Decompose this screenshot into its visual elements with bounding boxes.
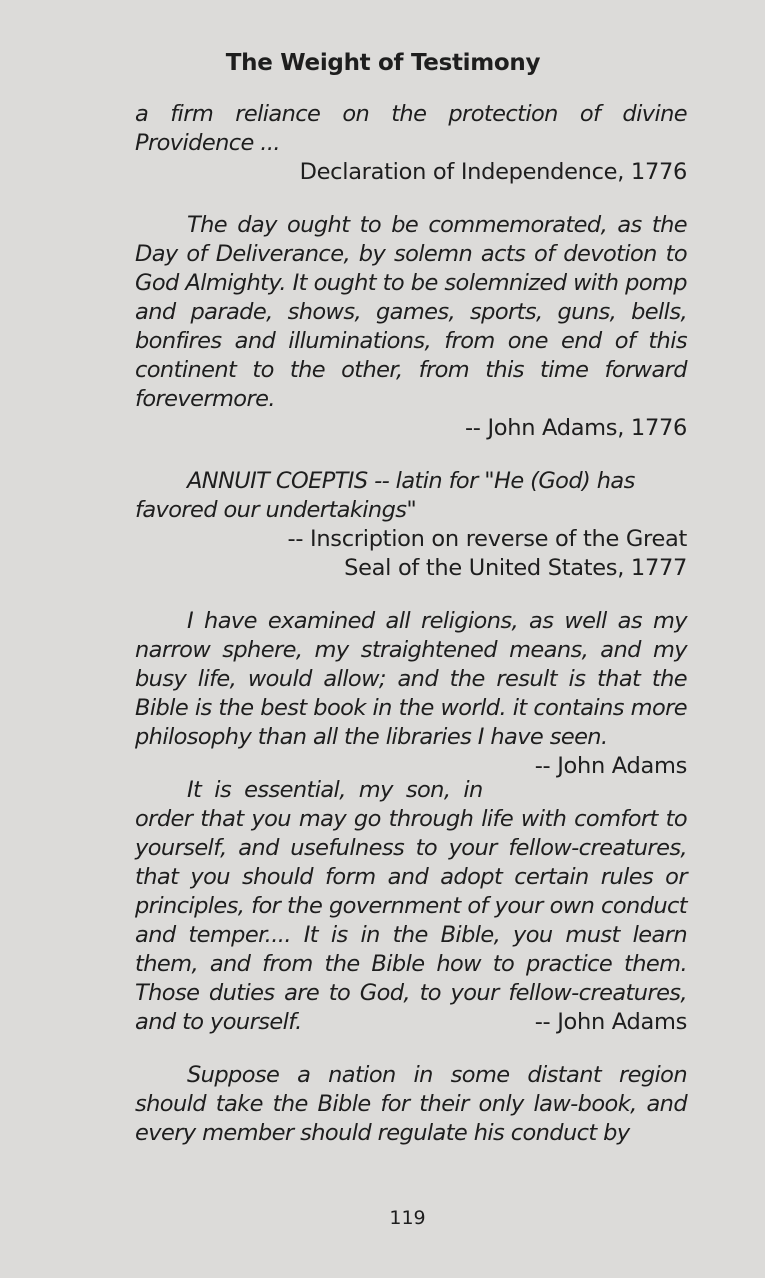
page-number: 119	[389, 1207, 426, 1229]
quote-block-5	[135, 776, 687, 1037]
quote-text: The day ought to be commemorated, as the Day of Deliverance, by solemn acts of devotion to God Almighty. It ought to be solemnized with pomp and parade, shows, games, sports, guns, bells, bonfires and illuminations, from one end of this continent to the other, from this time forward forevermore.	[135, 212, 687, 412]
quote-block-6	[135, 1061, 687, 1148]
quote-block-1	[135, 100, 687, 187]
quote-attribution: -- John Adams, 1776	[464, 415, 687, 441]
quote-attribution-line-2: Seal of the United States, 1777	[344, 555, 687, 581]
quote-block-3	[135, 467, 687, 583]
quote-with-inline-attribution	[135, 607, 687, 779]
quote-with-inline-attribution	[135, 776, 687, 1037]
quote-text: ANNUIT COEPTIS -- latin for "He (God) has favored our undertakings"	[135, 468, 635, 523]
quote-attribution-line-1: -- Inscription on reverse of the Great	[287, 526, 687, 552]
quote-text: Suppose a nation in some distant region should take the Bible for their only law-book, and every member should regulate his conduct by	[135, 1062, 687, 1146]
quote-attribution: Declaration of Independence, 1776	[299, 159, 687, 185]
quote-text: a firm reliance on the protection of divine Providence ...	[135, 101, 687, 156]
quote-block-2	[135, 211, 687, 443]
quote-block-4	[135, 607, 687, 779]
quote-attribution: -- John Adams	[534, 753, 687, 779]
quote-text: It is essential, my son, in order that you may go through life with comfort to yourself, and usefulness to your fellow-creatures, that you should form and adopt certain rules or principles, for the government of your own conduct and temper.... It is in the Bible, you must learn them, and from the Bible how to practice them. Those duties are to God, to your fellow-creatures, and to yourself.	[135, 777, 687, 1035]
quote-text: I have examined all religions, as well as my narrow sphere, my straightened means, and my busy life, would allow; and the result is that the Bible is the best book in the world. it contains more philosophy than all the libraries I have seen.	[135, 608, 687, 750]
page-title: The Weight of Testimony	[225, 50, 541, 76]
quote-attribution: -- John Adams	[534, 1009, 687, 1035]
